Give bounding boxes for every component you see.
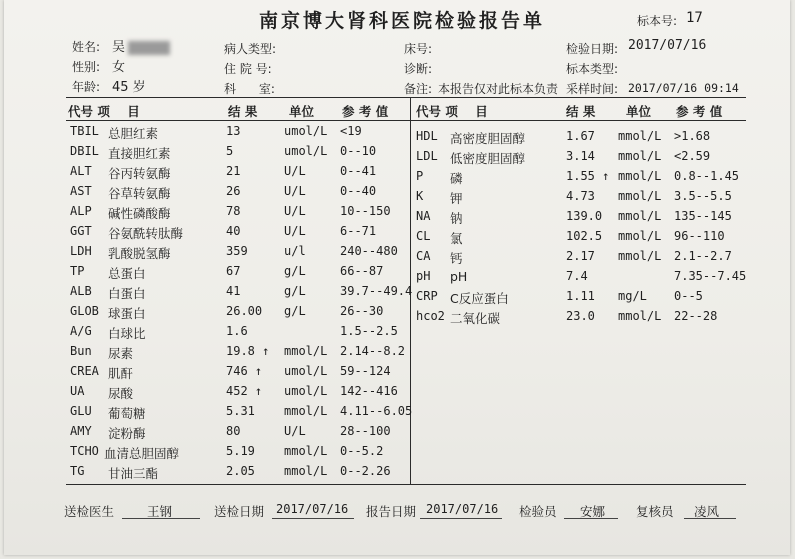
test-name: C反应蛋白	[450, 291, 509, 306]
test-code: ALB	[70, 284, 92, 298]
test-unit: mmol/L	[618, 189, 662, 203]
redacted-name-block	[128, 41, 170, 55]
test-code: K	[416, 189, 424, 203]
test-name: 球蛋白	[108, 306, 146, 321]
test-result: 5	[226, 144, 234, 158]
test-unit: mmol/L	[284, 404, 328, 418]
test-code: TBIL	[70, 124, 99, 138]
test-name: 钙	[450, 251, 463, 266]
sender-underline	[122, 518, 200, 519]
remark-label: 备注:	[404, 82, 433, 96]
test-code: AST	[70, 184, 92, 198]
test-reference: 66--87	[340, 264, 384, 278]
test-name: 磷	[450, 171, 463, 186]
inspector-label: 检验员	[519, 504, 557, 519]
lab-report-sheet	[4, 0, 790, 555]
send-date-underline	[272, 518, 354, 519]
test-unit: mmol/L	[618, 229, 662, 243]
left-col-result: 结 果	[228, 104, 258, 119]
test-name: 白球比	[108, 326, 146, 341]
test-reference: 0--5.2	[340, 444, 384, 458]
inspector-value: 安娜	[580, 504, 606, 519]
test-reference: 2.14--8.2	[340, 344, 406, 358]
test-name: 谷丙转氨酶	[108, 166, 171, 181]
test-code: TG	[70, 464, 85, 478]
table-header-rule	[66, 120, 746, 121]
test-result: 23.0	[566, 309, 595, 323]
test-unit: u/l	[284, 244, 306, 258]
send-date-value: 2017/07/16	[276, 502, 349, 516]
test-unit: mmol/L	[618, 249, 662, 263]
test-reference: 0.8--1.45	[674, 169, 740, 183]
gender-label: 性别:	[72, 60, 101, 74]
test-date-value: 2017/07/16	[628, 38, 707, 53]
test-code: CL	[416, 229, 431, 243]
reviewer-underline	[684, 518, 736, 519]
test-unit: g/L	[284, 284, 306, 298]
right-col-result: 结 果	[566, 104, 596, 119]
test-code: hco2	[416, 309, 445, 323]
test-reference: 0--40	[340, 184, 377, 198]
name-value: 吴	[112, 40, 126, 55]
name-field	[112, 36, 170, 55]
test-result: 4.73	[566, 189, 595, 203]
test-name: pH	[450, 269, 468, 284]
send-date-label: 送检日期	[214, 504, 265, 519]
test-name: 甘油三酯	[108, 466, 159, 481]
test-reference: <19	[340, 124, 362, 138]
test-result: 40	[226, 224, 241, 238]
report-date-underline	[420, 518, 502, 519]
remark-value: 本报告仅对此标本负责	[438, 82, 559, 96]
test-date-label: 检验日期:	[566, 42, 619, 56]
test-name: 总蛋白	[108, 266, 146, 281]
test-name: 谷氨酰转肽酶	[108, 226, 184, 241]
test-reference: 22--28	[674, 309, 718, 323]
test-result: 80	[226, 424, 241, 438]
test-result: 2.17	[566, 249, 595, 263]
gender-value: 女	[112, 60, 126, 75]
test-name: 葡萄糖	[108, 406, 146, 421]
test-unit: mg/L	[618, 289, 647, 303]
test-unit: umol/L	[284, 144, 328, 158]
test-reference: 240--480	[340, 244, 398, 258]
test-code: Bun	[70, 344, 92, 358]
test-reference: 0--10	[340, 144, 377, 158]
test-result: 2.05	[226, 464, 255, 478]
test-name: 尿酸	[108, 386, 134, 401]
test-name: 钠	[450, 211, 463, 226]
reviewer-value: 凌风	[694, 504, 720, 519]
report-title: 南京博大肾科医院检验报告单	[259, 10, 546, 32]
test-code: DBIL	[70, 144, 99, 158]
test-name: 低密度胆固醇	[450, 151, 526, 166]
test-code: GGT	[70, 224, 92, 238]
test-reference: 0--2.26	[340, 464, 391, 478]
test-result: 7.4	[566, 269, 588, 283]
test-unit: U/L	[284, 224, 306, 238]
test-reference: 135--145	[674, 209, 732, 223]
test-reference: 10--150	[340, 204, 391, 218]
test-code: TCHO	[70, 444, 99, 458]
test-reference: >1.68	[674, 129, 711, 143]
left-col-code-item: 代号 项 目	[68, 104, 140, 119]
test-code: ALT	[70, 164, 92, 178]
test-code: CREA	[70, 364, 99, 378]
test-code: ALP	[70, 204, 92, 218]
test-code: LDL	[416, 149, 438, 163]
collect-time-label: 采样时间:	[566, 82, 619, 96]
test-code: GLU	[70, 404, 92, 418]
test-reference: <2.59	[674, 149, 711, 163]
test-result: 102.5	[566, 229, 603, 243]
reviewer-label: 复核员	[636, 504, 674, 519]
test-unit: U/L	[284, 164, 306, 178]
department-label: 科 室:	[224, 82, 275, 96]
collect-time-value: 2017/07/16 09:14	[628, 81, 739, 95]
sender-value: 王钢	[147, 504, 173, 519]
specimen-no-value: 17	[686, 10, 703, 26]
test-result: 139.0	[566, 209, 603, 223]
bed-label: 床号:	[404, 42, 433, 56]
specimen-no-label: 标本号:	[637, 14, 678, 28]
patient-type-label: 病人类型:	[224, 42, 277, 56]
age-value: 45 岁	[112, 80, 146, 95]
test-result: 26.00	[226, 304, 263, 318]
test-code: HDL	[416, 129, 438, 143]
test-unit: mmol/L	[618, 169, 662, 183]
test-name: 乳酸脱氢酶	[108, 246, 171, 261]
test-result: 1.67	[566, 129, 595, 143]
test-reference: 7.35--7.45	[674, 269, 747, 283]
report-date-label: 报告日期	[366, 504, 417, 519]
test-unit: mmol/L	[618, 209, 662, 223]
test-result: 26	[226, 184, 241, 198]
test-result: 67	[226, 264, 241, 278]
test-unit: U/L	[284, 424, 306, 438]
test-result: 3.14	[566, 149, 595, 163]
name-label: 姓名:	[72, 40, 101, 54]
table-bottom-rule	[66, 484, 746, 485]
test-reference: 3.5--5.5	[674, 189, 732, 203]
test-unit: mmol/L	[618, 129, 662, 143]
test-code: P	[416, 169, 424, 183]
test-reference: 0--5	[674, 289, 703, 303]
test-name: 碱性磷酸酶	[108, 206, 171, 221]
test-unit: mmol/L	[284, 464, 328, 478]
test-result: 19.8 ↑	[226, 344, 270, 358]
test-reference: 96--110	[674, 229, 725, 243]
test-unit: mmol/L	[284, 344, 328, 358]
sample-type-label: 标本类型:	[566, 62, 619, 76]
test-reference: 142--416	[340, 384, 398, 398]
test-reference: 26--30	[340, 304, 384, 318]
test-unit: umol/L	[284, 384, 328, 398]
test-unit: U/L	[284, 184, 306, 198]
test-code: UA	[70, 384, 85, 398]
test-name: 血清总胆固醇	[104, 446, 180, 461]
test-code: CRP	[416, 289, 438, 303]
test-result: 78	[226, 204, 241, 218]
left-col-reference: 参 考 值	[342, 104, 389, 119]
left-col-unit: 单位	[289, 104, 315, 119]
test-name: 谷草转氨酶	[108, 186, 171, 201]
report-date-value: 2017/07/16	[426, 502, 499, 516]
test-name: 白蛋白	[108, 286, 146, 301]
test-name: 直接胆红素	[108, 146, 171, 161]
test-unit: g/L	[284, 264, 306, 278]
test-reference: 2.1--2.7	[674, 249, 732, 263]
test-name: 氯	[450, 231, 463, 246]
test-reference: 6--71	[340, 224, 377, 238]
test-unit: umol/L	[284, 364, 328, 378]
test-code: GLOB	[70, 304, 99, 318]
test-result: 1.11	[566, 289, 595, 303]
sender-label: 送检医生	[64, 504, 115, 519]
test-result: 1.6	[226, 324, 248, 338]
admission-no-label: 住 院 号:	[224, 62, 272, 76]
test-name: 尿素	[108, 346, 134, 361]
right-col-unit: 单位	[626, 104, 652, 119]
test-name: 淀粉酶	[108, 426, 146, 441]
test-name: 钾	[450, 191, 463, 206]
test-reference: 4.11--6.05	[340, 404, 413, 418]
test-code: LDH	[70, 244, 92, 258]
test-code: TP	[70, 264, 85, 278]
test-reference: 59--124	[340, 364, 391, 378]
test-result: 13	[226, 124, 241, 138]
test-name: 肌酐	[108, 366, 134, 381]
test-code: AMY	[70, 424, 92, 438]
test-reference: 28--100	[340, 424, 391, 438]
right-col-reference: 参 考 值	[676, 104, 723, 119]
test-reference: 1.5--2.5	[340, 324, 398, 338]
test-result: 359	[226, 244, 248, 258]
test-result: 1.55 ↑	[566, 169, 610, 183]
inspector-underline	[564, 518, 618, 519]
test-name: 二氧化碳	[450, 311, 501, 326]
test-name: 总胆红素	[108, 126, 159, 141]
test-name: 高密度胆固醇	[450, 131, 526, 146]
test-code: A/G	[70, 324, 92, 338]
test-result: 5.31	[226, 404, 255, 418]
test-code: CA	[416, 249, 431, 263]
test-unit: mmol/L	[618, 149, 662, 163]
test-reference: 0--41	[340, 164, 377, 178]
test-unit: g/L	[284, 304, 306, 318]
test-code: pH	[416, 269, 431, 283]
test-unit: umol/L	[284, 124, 328, 138]
test-result: 5.19	[226, 444, 255, 458]
test-unit: U/L	[284, 204, 306, 218]
table-top-rule	[66, 97, 746, 98]
test-result: 41	[226, 284, 241, 298]
diagnosis-label: 诊断:	[404, 62, 433, 76]
right-col-code-item: 代号 项 目	[416, 104, 488, 119]
test-result: 746 ↑	[226, 364, 263, 378]
test-unit: mmol/L	[284, 444, 328, 458]
age-label: 年龄:	[72, 80, 101, 94]
test-result: 21	[226, 164, 241, 178]
test-code: NA	[416, 209, 431, 223]
test-result: 452 ↑	[226, 384, 263, 398]
test-unit: mmol/L	[618, 309, 662, 323]
test-reference: 39.7--49.4	[340, 284, 413, 298]
